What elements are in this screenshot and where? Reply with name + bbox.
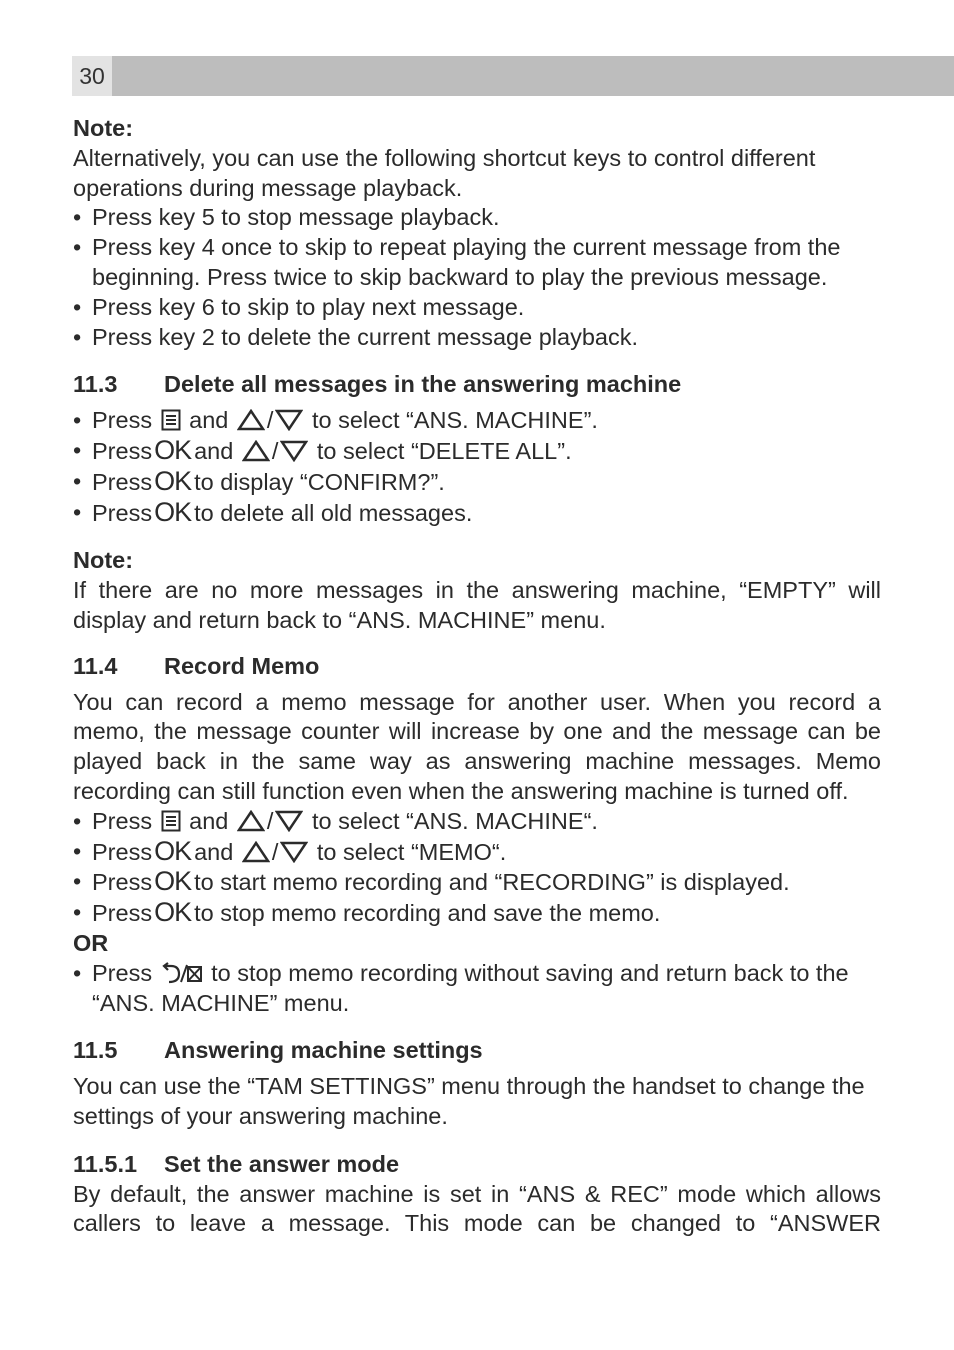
down-arrow-icon [275,409,303,431]
menu-icon [161,409,181,431]
section-number: 11.3 [73,371,118,398]
up-arrow-icon [242,841,270,863]
section-number: 11.4 [73,652,118,679]
list-item: • Press to stop memo recording without saving and return back to the “ANS. MACHINE” menu. [73,959,881,1019]
ok-key-label: OK [154,434,192,465]
list-item: • PressOK to delete all old messages. [73,498,881,529]
section-heading-11-5-1 [73,1150,881,1180]
section-heading-11-3 [73,370,881,400]
down-arrow-icon [280,440,308,462]
back-delete-icon [161,962,203,984]
section-title: Record Memo [164,652,320,679]
menu-icon [161,810,181,832]
page-content [73,114,881,1239]
header-bar [72,56,954,96]
section-heading-11-5 [73,1036,881,1066]
section-heading-11-4 [73,652,881,682]
ok-key-label: OK [154,496,192,527]
section-text-line: By default, the answer machine is set in “ANS & REC” mode which allows [73,1180,881,1207]
list-item: • PressOK and / to select “MEMO“. [73,837,881,868]
list-item: • Press key 5 to stop message playback. [73,203,881,233]
list-item: • PressOK to display “CONFIRM?”. [73,467,881,498]
section-title: Delete all messages in the answering machine [164,371,682,398]
list-item: • PressOK to start memo recording and “RECORDING” is displayed. [73,867,881,898]
down-arrow-icon [280,841,308,863]
page-number: 30 [72,56,112,96]
note-title: Note: [73,547,134,574]
section-number: 11.5.1 [73,1150,138,1177]
note-title: Note: [73,115,134,141]
section-text: You can use the “TAM SETTINGS” menu through the handset to change the settings of your answering machine. [73,1073,865,1129]
up-arrow-icon [237,409,265,431]
list-item: • PressOK and / to select “DELETE ALL”. [73,436,881,467]
list-item: • PressOK to stop memo recording and save the memo. [73,898,881,929]
note-text: If there are no more messages in the answering machine, “EMPTY” will display and return back to “ANS. MACHINE” menu. [73,577,881,633]
list-item: • Press and / to select “ANS. MACHINE”. [73,406,881,436]
ok-key-label: OK [154,835,192,866]
section-number: 11.5 [73,1037,118,1064]
down-arrow-icon [275,810,303,832]
section-intro: You can record a memo message for another user. When you record a memo, the message counter will increase by one and the message can be played back in the same way as answering machine messages. Memo recording can still function even when the answering machine is turned off. [73,688,881,804]
section-title: Set the answer mode [164,1150,400,1177]
ok-key-label: OK [154,465,192,496]
ok-key-label: OK [154,897,192,928]
ok-key-label: OK [154,866,192,897]
up-arrow-icon [237,810,265,832]
list-item: • Press key 2 to delete the current message playback. [73,323,881,353]
up-arrow-icon [242,440,270,462]
section-title: Answering machine settings [164,1037,483,1064]
section-text-line: callers to leave a message. This mode can be changed to “ANSWER [73,1210,881,1237]
list-item: • Press key 4 once to skip to repeat playing the current message from the beginning. Press twice to skip backward to play the previous message. [73,233,881,293]
list-item: • Press and / to select “ANS. MACHINE“. [73,807,881,837]
list-item: • Press key 6 to skip to play next message. [73,293,881,323]
or-label: OR [73,929,109,956]
note-intro: Alternatively, you can use the following shortcut keys to control different operations during message playback. [73,144,816,201]
